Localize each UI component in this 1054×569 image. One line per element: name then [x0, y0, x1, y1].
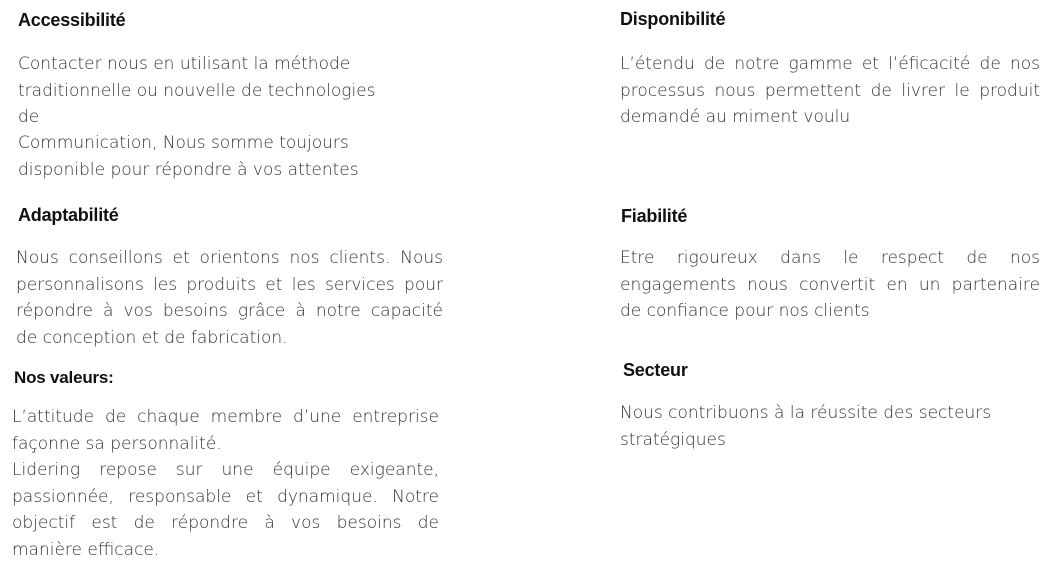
- text-line: manière efficace.: [12, 539, 160, 560]
- text-line: personnalisons les produits et les services pour: [16, 274, 443, 295]
- section-title: Fiabilité: [621, 206, 688, 226]
- text-line: Nous contribuons à la réussite des secteurs: [620, 403, 992, 423]
- text-line: disponible pour répondre à vos attentes: [18, 159, 359, 180]
- text-line: de conception et de fabrication.: [16, 327, 288, 348]
- text-line: façonne sa personnalité.: [12, 433, 222, 454]
- section-title: Secteur: [623, 360, 688, 380]
- text-line: Contacter nous en utilisant la méthode: [18, 54, 351, 74]
- section-disponibilite: [620, 9, 1040, 127]
- section-adaptabilite: [16, 205, 443, 348]
- text-line: de confiance pour nos clients: [620, 301, 870, 321]
- text-line: L’attitude de chaque membre d’une entreprise: [12, 407, 439, 427]
- section-text: [620, 51, 1040, 131]
- section-text: [620, 245, 1040, 325]
- section-text: [18, 51, 376, 183]
- section-title: Nos valeurs:: [14, 368, 114, 387]
- text-line: objectif est de répondre à vos besoins de: [12, 513, 439, 533]
- section-title: Disponibilité: [620, 9, 726, 29]
- text-line: demandé au miment voulu: [620, 107, 851, 127]
- section-text: [620, 400, 991, 453]
- text-line: Communication, Nous somme toujours: [18, 133, 349, 153]
- section-valeurs: [12, 368, 439, 560]
- section-text: [16, 245, 443, 351]
- text-line: passionnée, responsable et dynamique. Notre: [12, 486, 439, 507]
- text-line: processus nous permettent de livrer le produit: [620, 80, 1040, 101]
- text-line: L’étendu de notre gamme et l’éficacité de nos: [620, 54, 1040, 74]
- section-accessibilite: [18, 10, 438, 180]
- text-line: stratégiques: [620, 429, 726, 450]
- section-text: [12, 404, 439, 563]
- text-line: Nous conseillons et orientons nos clients. Nous: [16, 248, 443, 268]
- text-line: engagements nous convertit en un partenaire: [620, 274, 1040, 295]
- text-line: traditionnelle ou nouvelle de technologies: [18, 80, 376, 101]
- section-fiabilite: [620, 206, 1040, 321]
- section-secteur: [620, 360, 1042, 450]
- text-line: Lidering repose sur une équipe exigeante,: [12, 460, 439, 480]
- text-line: Etre rigoureux dans le respect de nos: [620, 248, 1040, 268]
- text-line: répondre à vos besoins grâce à notre capacité: [16, 301, 443, 321]
- section-title: Adaptabilité: [18, 205, 119, 225]
- text-line: de: [18, 107, 40, 127]
- section-title: Accessibilité: [18, 10, 126, 30]
